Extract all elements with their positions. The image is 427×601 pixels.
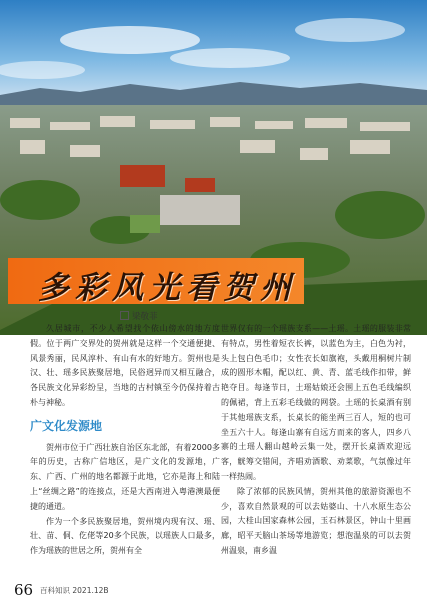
paragraph: 贺州市位于广西壮族自治区东北部，有着2000多年的历史，古称广信地区，是广文化的发源地，广东、广西、广州的地名都源于此地，它亦是海上和陆上“丝绸之路”的连接点，还是大西南进入粤港澳最便捷的通道。	[30, 442, 220, 511]
left-column	[30, 322, 220, 559]
paragraph: 久居城市，不少人希望找个依山傍水的地方度假。位于两广交界处的贺州就是这样一个交通便捷、风景秀丽，民风淳朴、有山有水的好地方。贺州也是汉、壮、瑶多民族聚居地，民俗迥异而又相互融合，各民族文化异彩纷呈，当地的古村镇至今仍保持着古朴与神秘。	[30, 324, 220, 407]
author-box-icon	[120, 311, 129, 320]
right-column	[221, 322, 411, 559]
magazine-issue: 百科知识 2021.12B	[40, 586, 109, 595]
page-footer	[14, 581, 414, 599]
section-heading: 广文化发源地	[30, 418, 103, 433]
paragraph: 除了浓郁的民族风情，贺州其他的旅游资源也不少，喜欢自然景观的可以去姑婆山、十八水原生态公园，大桂山国家森林公园，玉石林景区，钟山十里画廊，昭平天脑山茶场等地游览；想泡温泉的可以去贺州温泉，南乡温	[221, 486, 411, 555]
paragraph: 作为一个多民族聚居地，贺州境内现有汉、瑶、壮、苗、侗、仡佬等20多个民族，以瑶族人口最多，作为瑶族的世居之所，贺州有全	[30, 516, 220, 556]
author-byline	[120, 310, 158, 322]
article-title: 多彩风光看贺州	[38, 270, 297, 306]
author-name: 梁敬菲	[132, 312, 158, 322]
page-number: 66	[14, 581, 34, 599]
paragraph: 世界仅有的一个瑶族支系——土瑶。土瑶的服装非常有特点，男性着短衣长裤，以蓝色为主，白色为衬，头上包白色毛巾；女性衣长如旗袍，头戴用桐树片制成的圆形木帽，配以红、黄、青、蓝毛线作扣带，鲜艳夺目。每逢节日，土瑶姑娘还会围上五色毛线编织的佩裙，背上五彩毛线做的网袋。土瑶的长桌酒有别于其他瑶族支系，长桌长的能坐两三百人，短的也可坐五六十人。每逢山寨有自远方而来的客人，四乡八寨的土瑶人翻山越岭云集一处，摆开长桌酒欢迎远客，觥筹交错间，齐唱劝酒歌、劝菜歌，气氛像过年一样热闹。	[221, 324, 411, 481]
